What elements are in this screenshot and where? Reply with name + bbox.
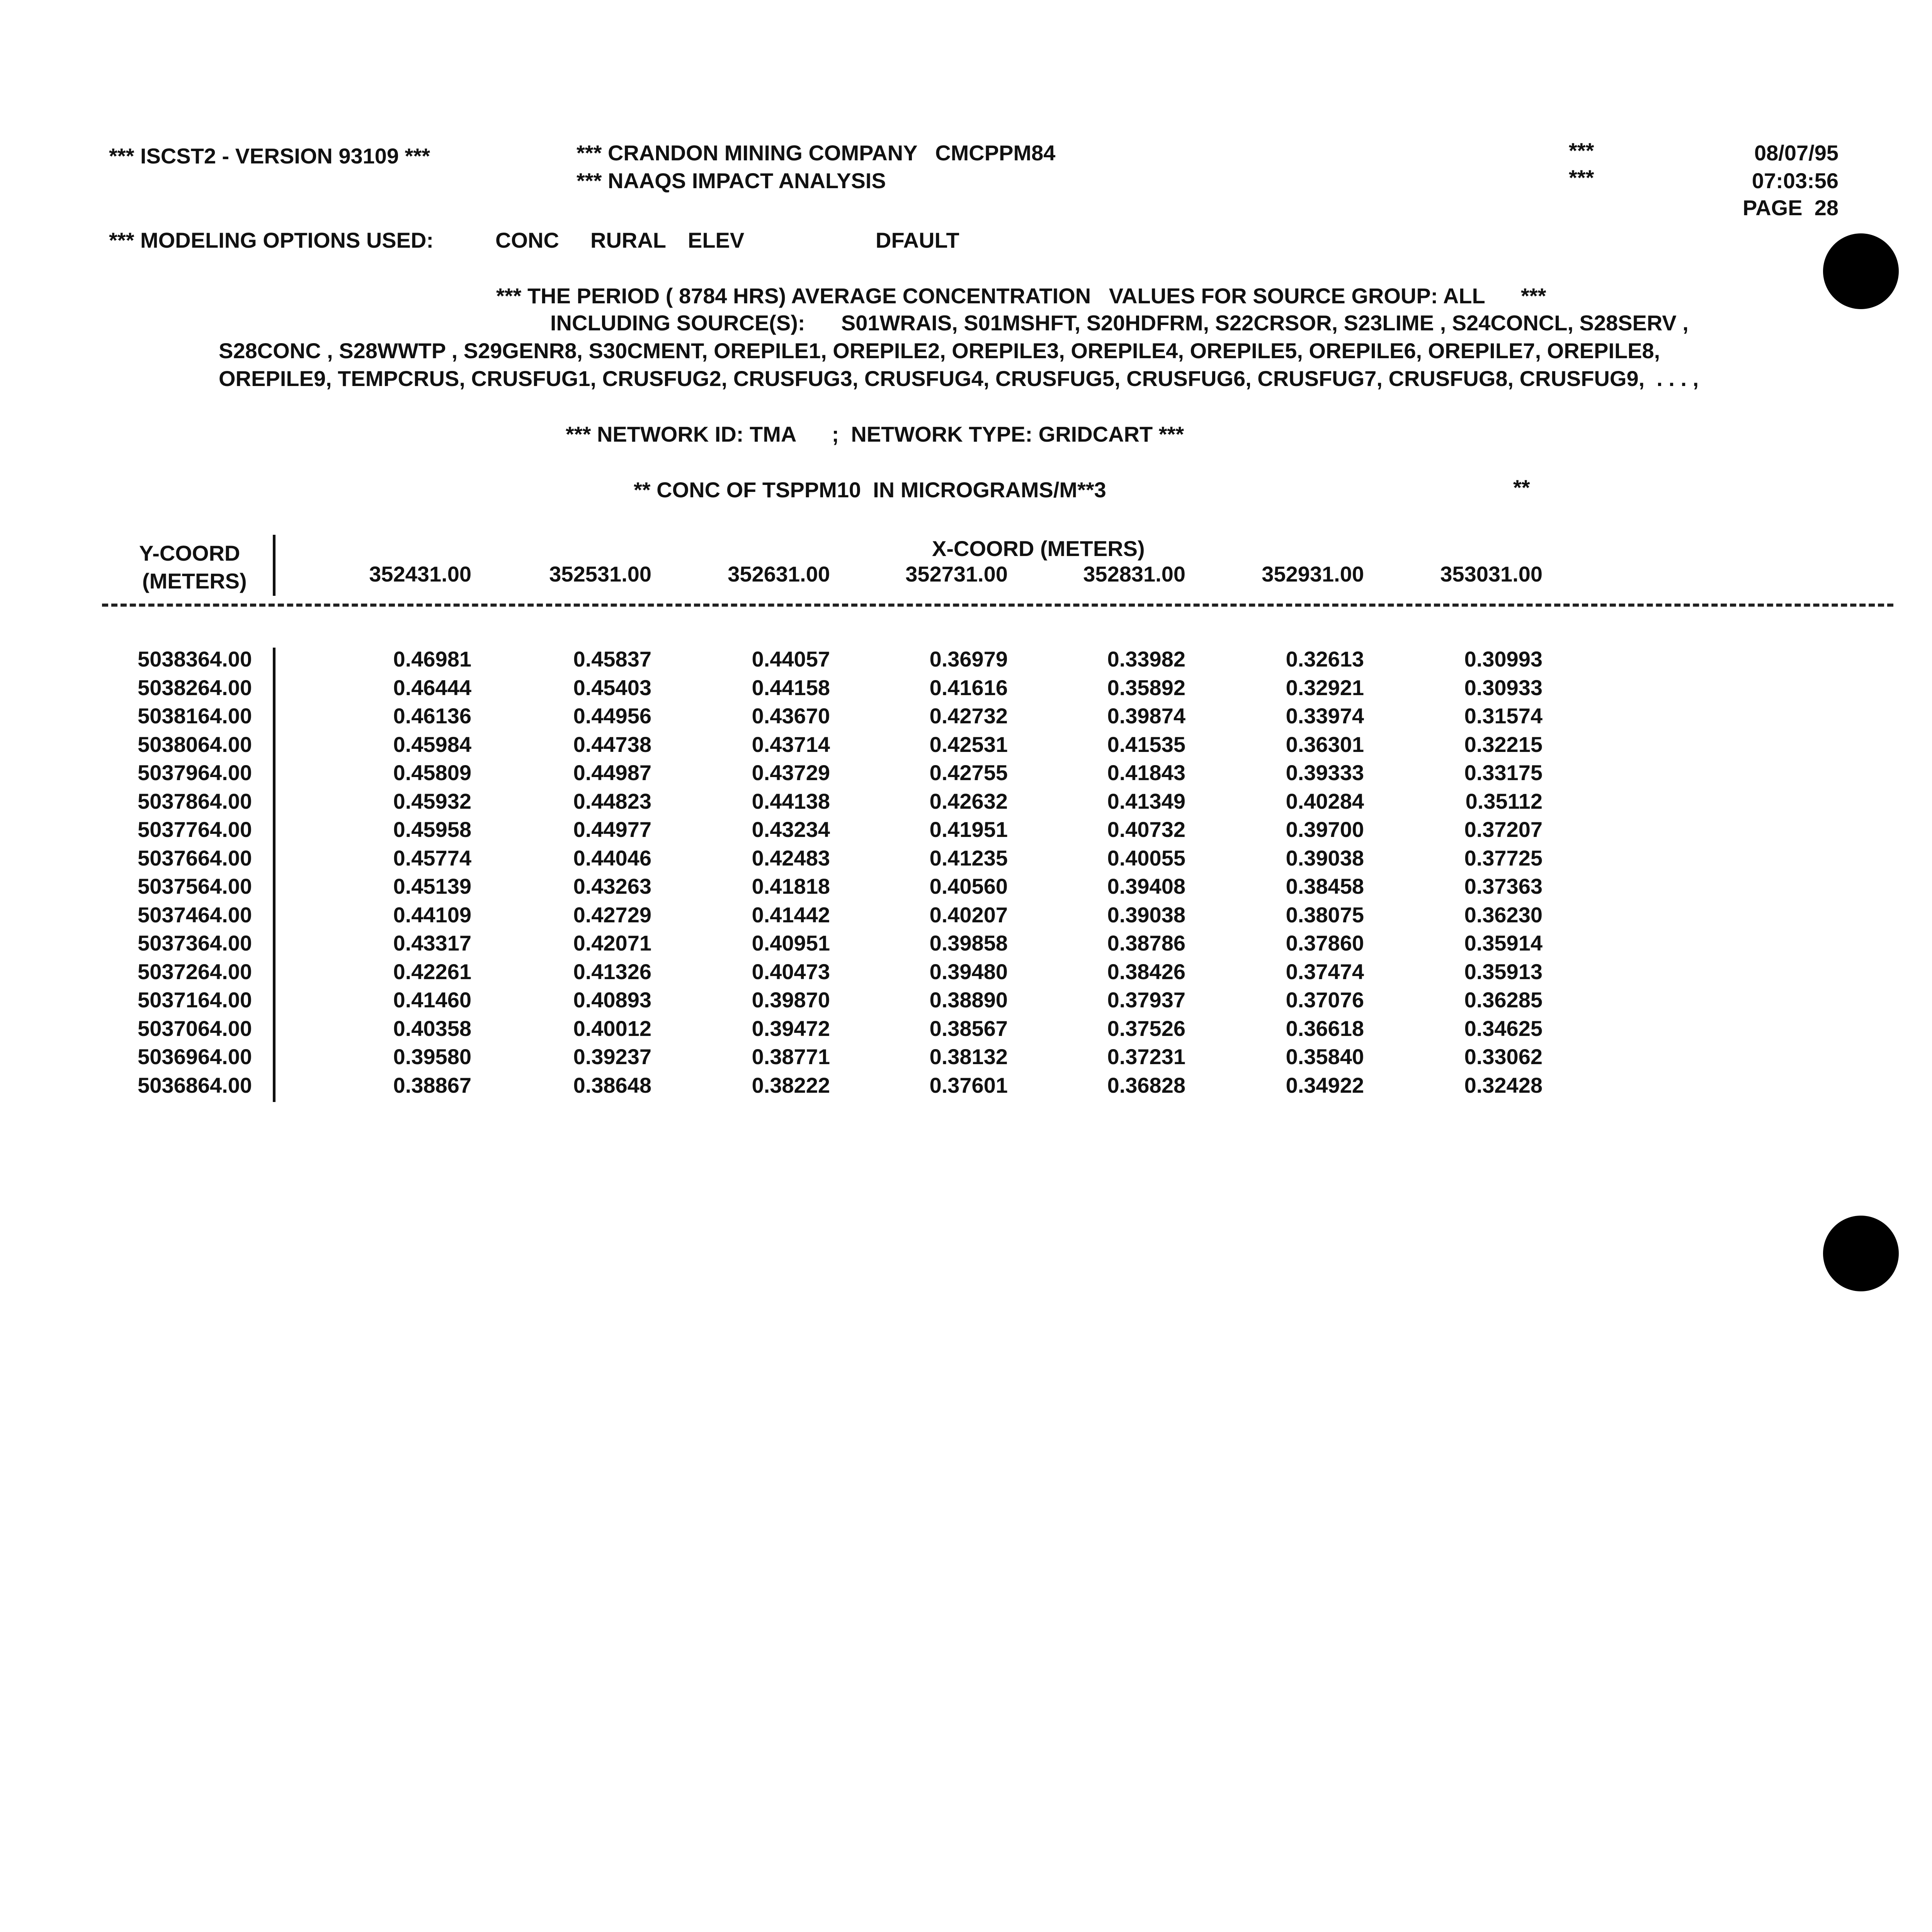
concentration-cell: 0.45403: [573, 675, 651, 700]
concentration-cell: 0.44987: [573, 760, 651, 785]
concentration-cell: 0.34625: [1464, 1016, 1543, 1041]
concentration-cell: 0.32428: [1464, 1073, 1543, 1097]
concentration-label: ** CONC OF TSPPM10 IN MICROGRAMS/M**3: [634, 478, 1106, 502]
concentration-cell: 0.46444: [393, 675, 471, 700]
concentration-cell: 0.40893: [573, 988, 651, 1012]
concentration-cell: 0.40207: [929, 903, 1008, 927]
concentration-cell: 0.41442: [752, 903, 830, 927]
concentration-cell: 0.34922: [1286, 1073, 1364, 1097]
concentration-cell: 0.37076: [1286, 988, 1364, 1012]
concentration-cell: 0.43670: [752, 704, 830, 728]
concentration-cell: 0.41460: [393, 988, 471, 1012]
y-coordinate-cell: 5037664.00: [138, 846, 252, 870]
concentration-cell: 0.42729: [573, 903, 651, 927]
concentration-cell: 0.39472: [752, 1016, 830, 1041]
concentration-cell: 0.42261: [393, 959, 471, 984]
report-time: 07:03:56: [1752, 168, 1838, 193]
concentration-cell: 0.44738: [573, 732, 651, 757]
concentration-cell: 0.41616: [929, 675, 1008, 700]
concentration-cell: 0.45958: [393, 817, 471, 842]
x-coordinate-header: 352831.00: [1083, 562, 1185, 586]
concentration-cell: 0.45139: [393, 874, 471, 898]
header-stars-1: ***: [1569, 138, 1594, 163]
report-date: 08/07/95: [1754, 141, 1838, 165]
ycoord-label: Y-COORD: [139, 541, 240, 565]
concentration-cell: 0.30933: [1464, 675, 1543, 700]
concentration-cell: 0.32215: [1464, 732, 1543, 757]
y-coordinate-cell: 5037764.00: [138, 817, 252, 842]
concentration-cell: 0.33062: [1464, 1044, 1543, 1069]
concentration-cell: 0.43263: [573, 874, 651, 898]
concentration-cell: 0.39700: [1286, 817, 1364, 842]
concentration-cell: 0.44158: [752, 675, 830, 700]
concentration-cell: 0.42732: [929, 704, 1008, 728]
concentration-cell: 0.39408: [1107, 874, 1185, 898]
concentration-cell: 0.39480: [929, 959, 1008, 984]
concentration-cell: 0.38771: [752, 1044, 830, 1069]
concentration-cell: 0.41349: [1107, 789, 1185, 813]
header-separator: [102, 604, 1893, 607]
concentration-cell: 0.40732: [1107, 817, 1185, 842]
y-coordinate-cell: 5036864.00: [138, 1073, 252, 1097]
row-divider: [273, 648, 276, 1102]
concentration-cell: 0.41235: [929, 846, 1008, 870]
concentration-cell: 0.36230: [1464, 903, 1543, 927]
concentration-cell: 0.41843: [1107, 760, 1185, 785]
concentration-cell: 0.41326: [573, 959, 651, 984]
concentration-cell: 0.41951: [929, 817, 1008, 842]
concentration-cell: 0.36618: [1286, 1016, 1364, 1041]
concentration-cell: 0.41535: [1107, 732, 1185, 757]
concentration-cell: 0.37860: [1286, 931, 1364, 955]
concentration-cell: 0.45809: [393, 760, 471, 785]
concentration-cell: 0.45984: [393, 732, 471, 757]
concentration-cell: 0.44046: [573, 846, 651, 870]
x-coordinate-header: 352631.00: [728, 562, 830, 586]
concentration-cell: 0.33982: [1107, 647, 1185, 671]
modeling-option-dfault: DFAULT: [876, 228, 959, 252]
concentration-cell: 0.37474: [1286, 959, 1364, 984]
concentration-cell: 0.45932: [393, 789, 471, 813]
concentration-stars: **: [1513, 475, 1530, 500]
binder-hole-2: [1823, 1216, 1899, 1291]
concentration-cell: 0.38786: [1107, 931, 1185, 955]
y-coordinate-cell: 5037864.00: [138, 789, 252, 813]
modeling-option-elev: ELEV: [688, 228, 745, 252]
concentration-cell: 0.39038: [1107, 903, 1185, 927]
concentration-cell: 0.36979: [929, 647, 1008, 671]
y-coordinate-cell: 5036964.00: [138, 1044, 252, 1069]
concentration-cell: 0.43317: [393, 931, 471, 955]
y-coordinate-cell: 5037364.00: [138, 931, 252, 955]
concentration-cell: 0.36301: [1286, 732, 1364, 757]
x-coordinate-header: 353031.00: [1440, 562, 1543, 586]
concentration-cell: 0.39870: [752, 988, 830, 1012]
x-coordinate-header: 352431.00: [369, 562, 471, 586]
concentration-cell: 0.42483: [752, 846, 830, 870]
concentration-cell: 0.35892: [1107, 675, 1185, 700]
header-divider: [273, 535, 276, 596]
modeling-option-conc: CONC: [495, 228, 559, 252]
y-coordinate-cell: 5037264.00: [138, 959, 252, 984]
concentration-cell: 0.38890: [929, 988, 1008, 1012]
concentration-cell: 0.38426: [1107, 959, 1185, 984]
sources-line-1: INCLUDING SOURCE(S): S01WRAIS, S01MSHFT, S20HDFRM, S22CRSOR, S23LIME , S24CONCL, S28SERV ,: [550, 311, 1689, 335]
concentration-cell: 0.38648: [573, 1073, 651, 1097]
y-coordinate-cell: 5037064.00: [138, 1016, 252, 1041]
concentration-cell: 0.33175: [1464, 760, 1543, 785]
x-coordinate-header: 352531.00: [549, 562, 651, 586]
concentration-cell: 0.38567: [929, 1016, 1008, 1041]
page-indicator: PAGE 28: [1743, 196, 1838, 220]
concentration-cell: 0.32921: [1286, 675, 1364, 700]
concentration-cell: 0.37601: [929, 1073, 1008, 1097]
modeling-option-rural: RURAL: [590, 228, 666, 252]
concentration-cell: 0.36828: [1107, 1073, 1185, 1097]
concentration-cell: 0.39237: [573, 1044, 651, 1069]
concentration-cell: 0.30993: [1464, 647, 1543, 671]
concentration-cell: 0.42071: [573, 931, 651, 955]
ycoord-units: (METERS): [142, 569, 247, 593]
concentration-cell: 0.42755: [929, 760, 1008, 785]
y-coordinate-cell: 5037164.00: [138, 988, 252, 1012]
concentration-cell: 0.43729: [752, 760, 830, 785]
concentration-cell: 0.37363: [1464, 874, 1543, 898]
x-coordinate-header: 352931.00: [1262, 562, 1364, 586]
concentration-cell: 0.44956: [573, 704, 651, 728]
concentration-cell: 0.35112: [1465, 789, 1543, 813]
concentration-cell: 0.44823: [573, 789, 651, 813]
modeling-options-label: *** MODELING OPTIONS USED:: [109, 228, 434, 252]
period-title: *** THE PERIOD ( 8784 HRS) AVERAGE CONCENTRATION VALUES FOR SOURCE GROUP: ALL ***: [496, 284, 1546, 308]
concentration-cell: 0.40473: [752, 959, 830, 984]
concentration-cell: 0.39580: [393, 1044, 471, 1069]
concentration-cell: 0.46136: [393, 704, 471, 728]
y-coordinate-cell: 5038064.00: [138, 732, 252, 757]
header-stars-2: ***: [1569, 165, 1594, 190]
y-coordinate-cell: 5037964.00: [138, 760, 252, 785]
y-coordinate-cell: 5038264.00: [138, 675, 252, 700]
sources-line-3: OREPILE9, TEMPCRUS, CRUSFUG1, CRUSFUG2, CRUSFUG3, CRUSFUG4, CRUSFUG5, CRUSFUG6, CRUSFUG7, CRUSFUG8, CRUSFUG9, . . . ,: [219, 366, 1699, 391]
program-version: *** ISCST2 - VERSION 93109 ***: [109, 144, 430, 168]
concentration-cell: 0.36285: [1464, 988, 1543, 1012]
concentration-cell: 0.43234: [752, 817, 830, 842]
concentration-cell: 0.38075: [1286, 903, 1364, 927]
concentration-cell: 0.38222: [752, 1073, 830, 1097]
concentration-cell: 0.38867: [393, 1073, 471, 1097]
concentration-cell: 0.37937: [1107, 988, 1185, 1012]
x-coordinate-header: 352731.00: [905, 562, 1008, 586]
concentration-cell: 0.40055: [1107, 846, 1185, 870]
concentration-cell: 0.45774: [393, 846, 471, 870]
analysis-title: *** NAAQS IMPACT ANALYSIS: [577, 168, 886, 193]
concentration-cell: 0.45837: [573, 647, 651, 671]
y-coordinate-cell: 5037464.00: [138, 903, 252, 927]
concentration-cell: 0.37526: [1107, 1016, 1185, 1041]
concentration-cell: 0.37231: [1107, 1044, 1185, 1069]
concentration-cell: 0.40560: [929, 874, 1008, 898]
binder-hole-1: [1823, 233, 1899, 309]
concentration-cell: 0.46981: [393, 647, 471, 671]
sources-line-2: S28CONC , S28WWTP , S29GENR8, S30CMENT, OREPILE1, OREPILE2, OREPILE3, OREPILE4, OREPILE5, OREPILE6, OREPILE7, OREPILE8,: [219, 338, 1660, 363]
concentration-cell: 0.44109: [393, 903, 471, 927]
concentration-cell: 0.38458: [1286, 874, 1364, 898]
concentration-cell: 0.31574: [1464, 704, 1543, 728]
xcoord-label: X-COORD (METERS): [932, 536, 1145, 561]
concentration-cell: 0.40358: [393, 1016, 471, 1041]
concentration-cell: 0.39874: [1107, 704, 1185, 728]
concentration-cell: 0.41818: [752, 874, 830, 898]
concentration-cell: 0.39038: [1286, 846, 1364, 870]
concentration-cell: 0.33974: [1286, 704, 1364, 728]
network-info: *** NETWORK ID: TMA ; NETWORK TYPE: GRIDCART ***: [566, 422, 1184, 446]
company-title: *** CRANDON MINING COMPANY CMCPPM84: [577, 141, 1056, 165]
concentration-cell: 0.38132: [929, 1044, 1008, 1069]
concentration-cell: 0.35840: [1286, 1044, 1364, 1069]
concentration-cell: 0.42531: [929, 732, 1008, 757]
concentration-cell: 0.44977: [573, 817, 651, 842]
concentration-cell: 0.35914: [1464, 931, 1543, 955]
concentration-cell: 0.39858: [929, 931, 1008, 955]
concentration-cell: 0.40284: [1286, 789, 1364, 813]
concentration-cell: 0.39333: [1286, 760, 1364, 785]
concentration-cell: 0.37207: [1464, 817, 1543, 842]
concentration-cell: 0.44138: [752, 789, 830, 813]
y-coordinate-cell: 5038364.00: [138, 647, 252, 671]
y-coordinate-cell: 5037564.00: [138, 874, 252, 898]
concentration-cell: 0.32613: [1286, 647, 1364, 671]
concentration-cell: 0.35913: [1464, 959, 1543, 984]
y-coordinate-cell: 5038164.00: [138, 704, 252, 728]
concentration-cell: 0.40951: [752, 931, 830, 955]
concentration-cell: 0.37725: [1464, 846, 1543, 870]
concentration-cell: 0.40012: [573, 1016, 651, 1041]
concentration-cell: 0.42632: [929, 789, 1008, 813]
concentration-cell: 0.43714: [752, 732, 830, 757]
concentration-cell: 0.44057: [752, 647, 830, 671]
